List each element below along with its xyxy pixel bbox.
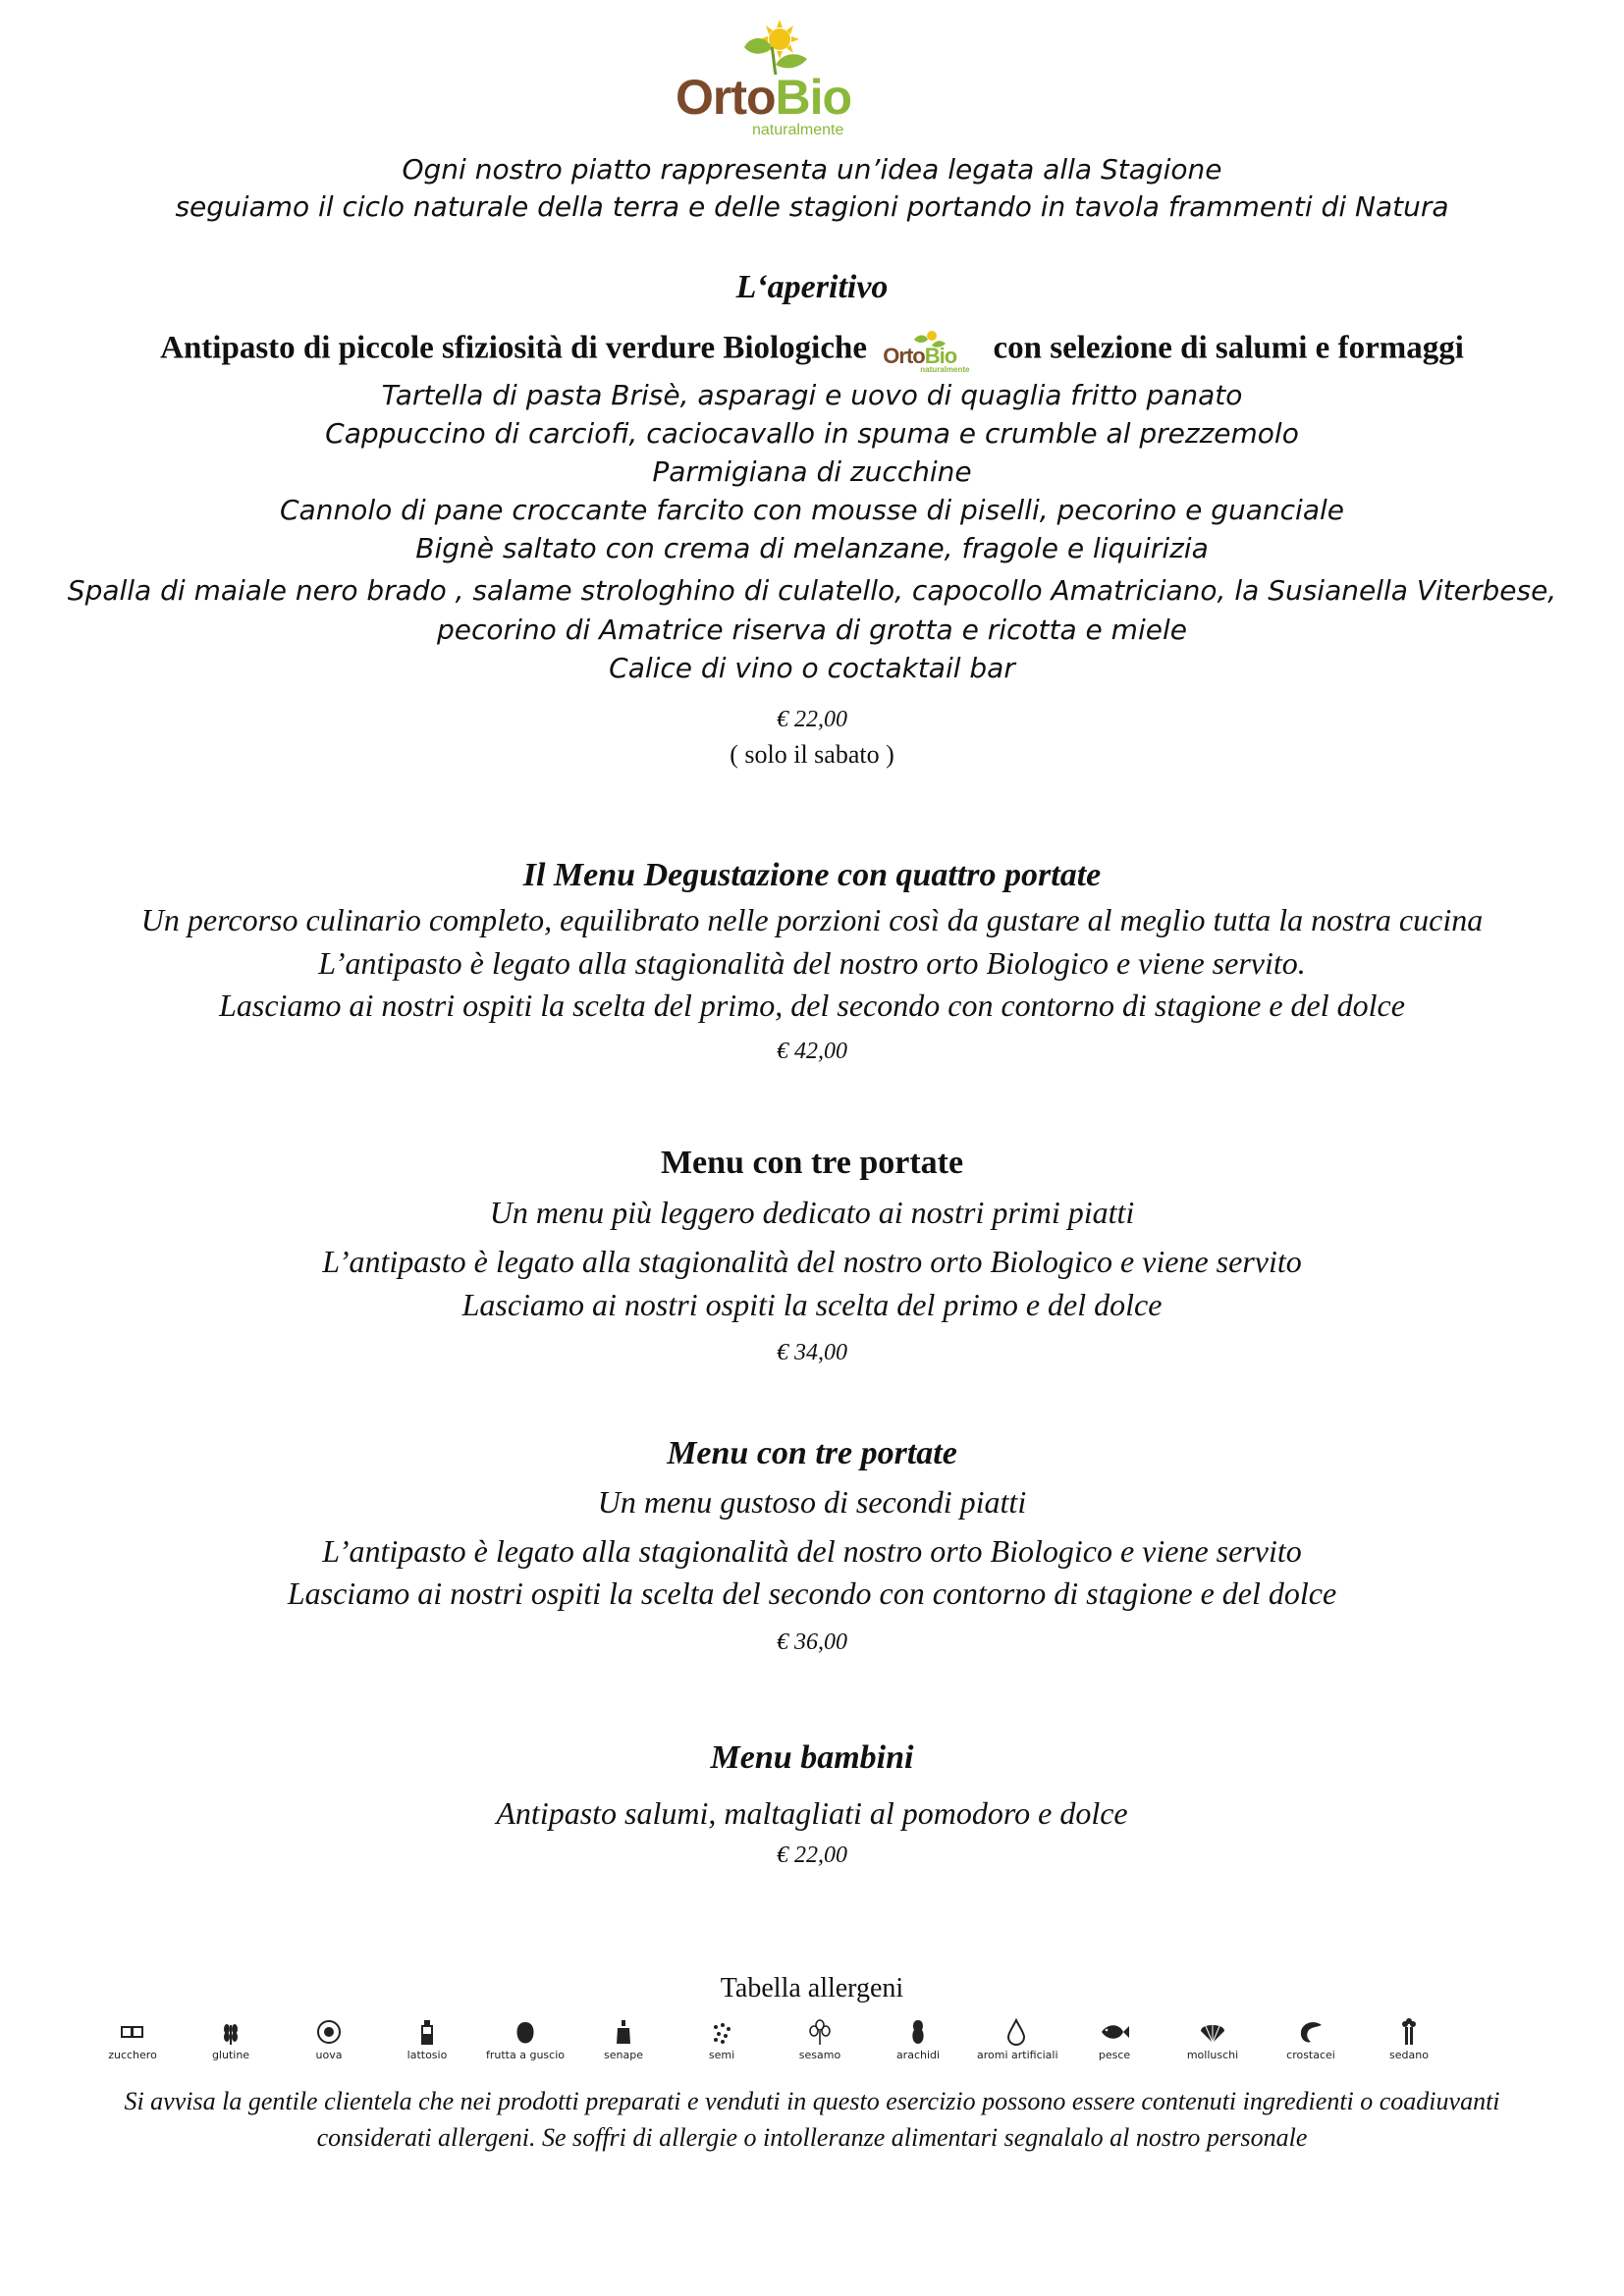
aperitivo-dish: Cannolo di pane croccante farcito con mousse di piselli, pecorino e guanciale (279, 494, 1344, 526)
tre-portate-secondi-line: Un menu gustoso di secondi piatti (597, 1484, 1027, 1520)
allergen-label: arachidi (895, 2049, 941, 2061)
allergen-label: crostacei (1286, 2049, 1335, 2061)
aperitivo-dish: Parmigiana di zucchine (652, 455, 972, 488)
ortobio-inline-logo (881, 328, 979, 373)
allergen-item (1370, 2017, 1448, 2061)
allergen-item (584, 2017, 663, 2061)
allergen-label: molluschi (1186, 2049, 1239, 2061)
allergen-label: senape (604, 2049, 643, 2061)
allergen-label: aromi artificiali (977, 2049, 1058, 2061)
aperitivo-note: ( solo il sabato ) (730, 740, 894, 769)
allergen-label: semi (708, 2049, 735, 2061)
allergen-label: uova (315, 2049, 343, 2061)
tre-portate-primi-title: Menu con tre portate (660, 1145, 964, 1181)
intro-line-1: Ogni nostro piatto rappresenta un’idea legata alla Stagione (402, 153, 1222, 186)
egg-icon (314, 2017, 344, 2047)
tre-portate-secondi-price: € 36,00 (777, 1629, 847, 1655)
inline-logo-wordmark: OrtoBio (883, 344, 957, 368)
intro-line-2: seguiamo il ciclo naturale della terra e delle stagioni portando in tavola frammenti di Natura (175, 190, 1449, 223)
ortobio-logo (668, 18, 884, 138)
degustazione-line: Lasciamo ai nostri ospiti la scelta del primo, del secondo con contorno di stagione e del dolce (219, 988, 1405, 1023)
allergen-label: zucchero (108, 2049, 157, 2061)
aperitivo-dish: pecorino di Amatrice riserva di grotta e ricotta e miele (437, 614, 1187, 646)
shrimp-icon (1296, 2017, 1326, 2047)
aperitivo-headline-end: con selezione di salumi e formaggi (993, 330, 1464, 366)
allergen-label: frutta a guscio (486, 2049, 565, 2061)
bambini-line: Antipasto salumi, maltagliati al pomodoro e dolce (496, 1795, 1128, 1831)
allergen-label: pesce (1098, 2049, 1131, 2061)
logo-wordmark: OrtoBio (676, 70, 852, 125)
allergen-item (1075, 2017, 1154, 2061)
seeds-icon (707, 2017, 736, 2047)
aperitivo-headline-start: Antipasto di piccole sfiziosità di verdure Biologiche (160, 330, 868, 366)
allergen-item (682, 2017, 761, 2061)
aperitivo-dish: Cappuccino di carciofi, caciocavallo in spuma e crumble al prezzemolo (325, 417, 1299, 450)
allergen-disclaimer-line: considerati allergeni. Se soffri di allergie o intolleranze alimentari segnalalo al nostro personale (316, 2123, 1308, 2152)
allergen-item (879, 2017, 957, 2061)
tre-portate-primi-line: Lasciamo ai nostri ospiti la scelta del primo e del dolce (461, 1287, 1163, 1322)
logo-tagline: naturalmente (752, 122, 844, 138)
aperitivo-title: L‘aperitivo (735, 269, 889, 305)
allergen-item (93, 2017, 172, 2061)
aperitivo-dish: Bignè saltato con crema di melanzane, fragole e liquirizia (415, 532, 1209, 564)
allergen-item (290, 2017, 368, 2061)
celery-icon (1394, 2017, 1424, 2047)
cubes-icon (118, 2017, 147, 2047)
allergen-item (1272, 2017, 1350, 2061)
tre-portate-secondi-line: Lasciamo ai nostri ospiti la scelta del secondo con contorno di stagione e del dolce (287, 1575, 1337, 1611)
mustard-jar-icon (609, 2017, 638, 2047)
allergen-item (1173, 2017, 1252, 2061)
aperitivo-dish: Calice di vino o coctaktail bar (609, 652, 1015, 684)
peanut-icon (903, 2017, 933, 2047)
degustazione-title: Il Menu Degustazione con quattro portate (522, 857, 1102, 893)
fish-icon (1100, 2017, 1129, 2047)
allergen-label: sesamo (798, 2049, 841, 2061)
bambini-price: € 22,00 (777, 1842, 847, 1868)
nut-icon (511, 2017, 540, 2047)
tre-portate-secondi-title: Menu con tre portate (667, 1435, 957, 1471)
tre-portate-primi-line: Un menu più leggero dedicato ai nostri primi piatti (489, 1195, 1135, 1230)
degustazione-price: € 42,00 (777, 1039, 847, 1064)
tre-portate-primi-price: € 34,00 (777, 1340, 847, 1365)
inline-logo-tagline: naturalmente (920, 365, 970, 374)
tre-portate-primi-line: L’antipasto è legato alla stagionalità del nostro orto Biologico e viene servito (322, 1244, 1302, 1279)
allergen-label: lattosio (406, 2049, 448, 2061)
allergen-label: sedano (1389, 2049, 1429, 2061)
milk-bottle-icon (412, 2017, 442, 2047)
shell-icon (1198, 2017, 1227, 2047)
allergens-title: Tabella allergeni (720, 1973, 904, 2003)
allergen-item (781, 2017, 859, 2061)
allergen-label: glutine (211, 2049, 250, 2061)
sesame-plant-icon (805, 2017, 835, 2047)
degustazione-line: L’antipasto è legato alla stagionalità del nostro orto Biologico e viene servito. (318, 945, 1306, 981)
wheat-icon (216, 2017, 245, 2047)
tre-portate-secondi-line: L’antipasto è legato alla stagionalità del nostro orto Biologico e viene servito (322, 1533, 1302, 1569)
bambini-title: Menu bambini (710, 1739, 914, 1776)
aperitivo-dish: Spalla di maiale nero brado , salame strologhino di culatello, capocollo Amatriciano, la Susianella Viterbese, (67, 574, 1557, 607)
allergen-item (486, 2017, 565, 2061)
allergen-item (388, 2017, 466, 2061)
allergen-item (191, 2017, 270, 2061)
aperitivo-dish: Tartella di pasta Brisè, asparagi e uovo di quaglia fritto panato (381, 379, 1243, 411)
drop-icon (1001, 2017, 1031, 2047)
aperitivo-price: € 22,00 (777, 707, 847, 732)
allergen-item (977, 2017, 1056, 2061)
aperitivo-headline (0, 328, 1624, 373)
degustazione-line: Un percorso culinario completo, equilibrato nelle porzioni così da gustare al meglio tutta la nostra cucina (140, 902, 1484, 937)
allergen-disclaimer-line: Si avvisa la gentile clientela che nei prodotti preparati e venduti in questo esercizio possono essere contenuti ingredienti o coadiuvanti (124, 2087, 1500, 2115)
allergen-table (93, 2017, 1468, 2076)
